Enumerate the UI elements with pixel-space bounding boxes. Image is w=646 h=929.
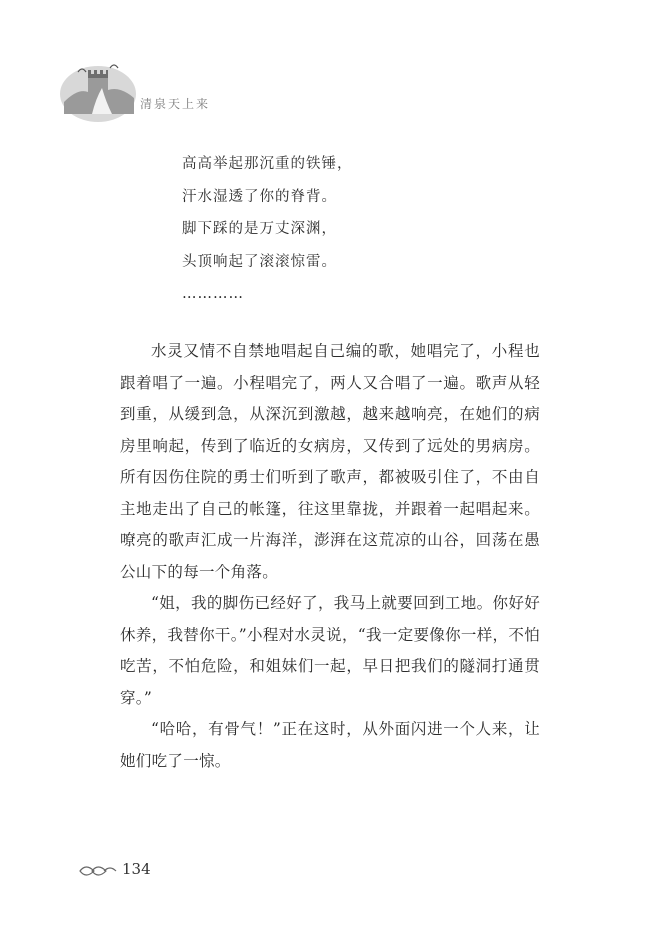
poem (182, 148, 353, 311)
poem-line: 头顶响起了滚滚惊雷。 (182, 253, 337, 270)
poem-line: 脚下踩的是万丈深渊， (182, 221, 337, 237)
page-header (58, 58, 318, 128)
paragraph: “姐，我的脚伤已经好了，我马上就要回到工地。你好好休养，我替你干。”小程对水灵说，“我一定要像你一样，不怕吃苦，不怕危险，和姐妹们一起，早日把我们的隧洞打通贯穿。” (120, 594, 540, 707)
body-text (120, 336, 540, 777)
paragraph: 水灵又情不自禁地唱起自己编的歌，她唱完了，小程也跟着唱了一遍。小程唱完了，两人又合唱了一遍。歌声从轻到重，从缓到急，从深沉到激越，越来越响亮，在她们的病房里响起，传到了临近的女病房，又传到了远处的男病房。所有因伤住院的勇士们听到了歌声，都被吸引住了，不由自主地走出了自己的帐篷，往这里靠拢，并跟着一起唱起来。嘹亮的歌声汇成一片海洋，澎湃在这荒凉的山谷，回荡在愚公山下的每一个角落。 (120, 342, 540, 581)
book-title: 清泉天上来 (140, 97, 211, 111)
page-number: 134 (122, 860, 151, 878)
poem-line: 汗水湿透了你的脊背。 (182, 188, 337, 205)
paragraph: “哈哈，有骨气！”正在这时，从外面闪进一个人来，让她们吃了一惊。 (120, 720, 540, 770)
great-wall-icon (58, 58, 138, 126)
poem-line: 高高举起那沉重的铁锤， (182, 156, 353, 172)
poem-line: ………… (182, 286, 244, 302)
leaf-ornament-icon (78, 862, 118, 880)
